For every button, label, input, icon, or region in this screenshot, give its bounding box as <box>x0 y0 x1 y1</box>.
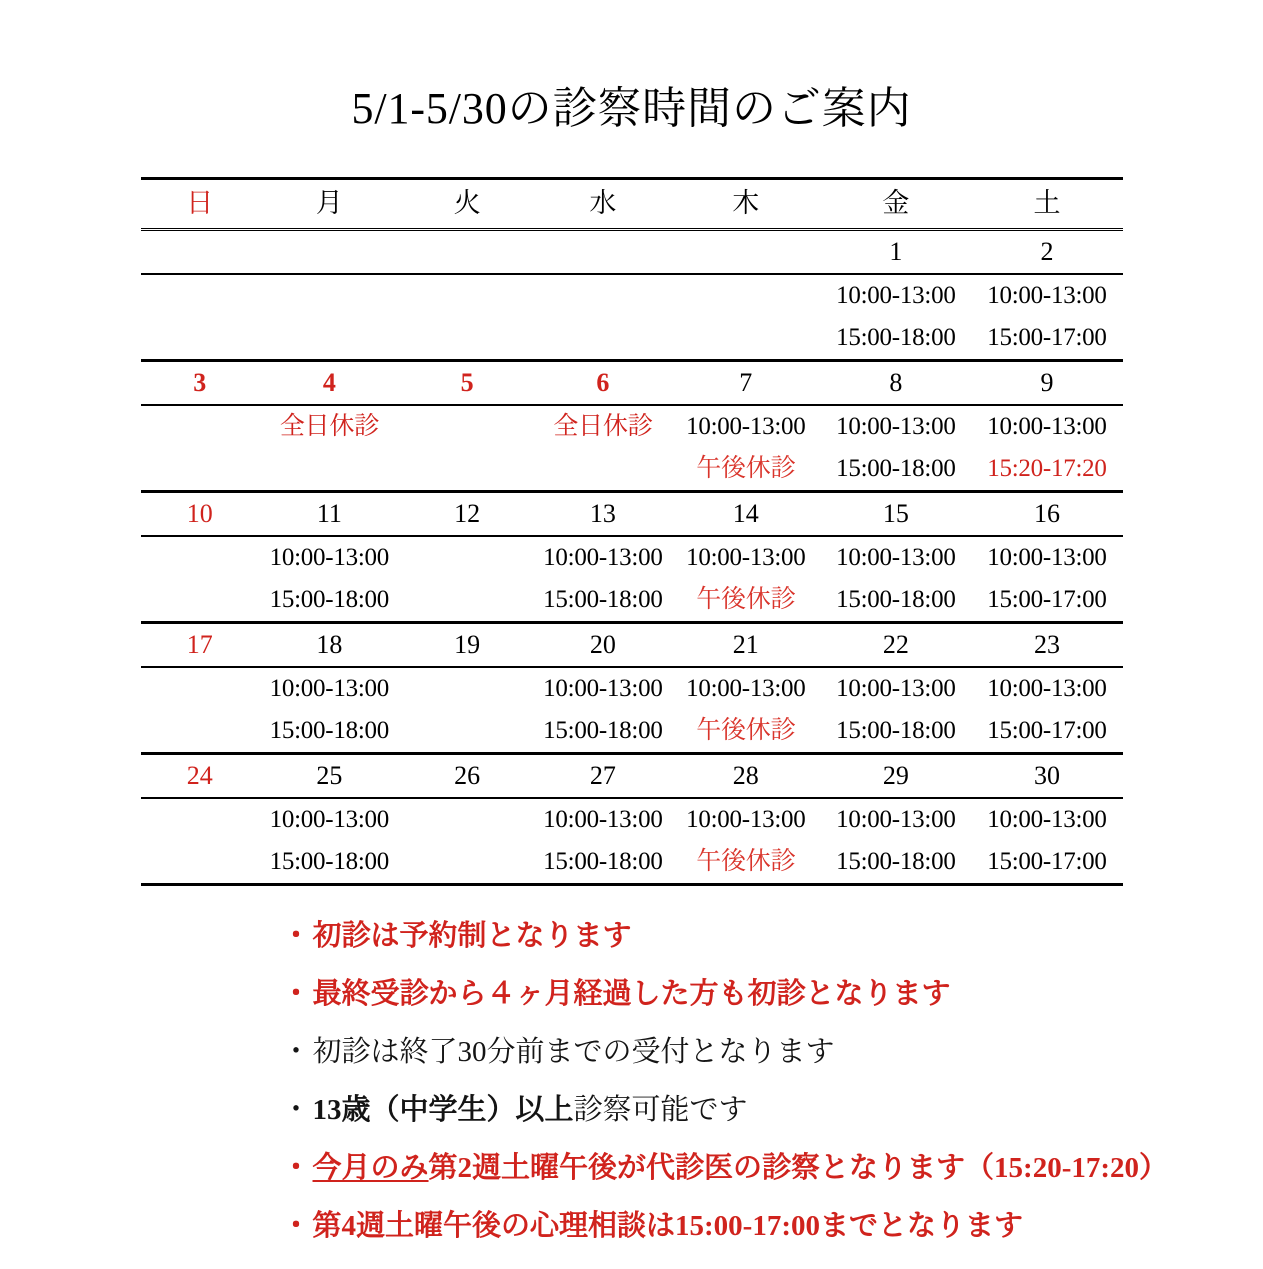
table-header <box>141 179 1123 230</box>
morning-cell-tuesday <box>400 667 535 710</box>
afternoon-cell-tuesday <box>400 448 535 492</box>
note-item <box>282 1038 1132 1067</box>
date-cell-sunday: 3 <box>141 361 259 406</box>
afternoon-cell-saturday: 15:00-17:00 <box>971 317 1122 361</box>
morning-cell-monday <box>259 274 400 317</box>
date-cell-sunday: 10 <box>141 492 259 537</box>
morning-hours-row <box>141 667 1123 710</box>
morning-cell-wednesday: 10:00-13:00 <box>543 806 663 834</box>
afternoon-hours-row <box>141 710 1123 754</box>
afternoon-hours-row <box>141 317 1123 361</box>
afternoon-cell-monday: 15:00-18:00 <box>259 710 400 754</box>
note-item <box>282 980 1132 1009</box>
date-cell-saturday: 16 <box>971 492 1122 537</box>
morning-cell-saturday: 10:00-13:00 <box>987 806 1107 834</box>
date-cell-thursday: 21 <box>671 623 820 668</box>
date-cell-monday: 4 <box>259 361 400 406</box>
morning-cell-sunday <box>141 405 259 448</box>
weekday-header-sunday: 日 <box>141 179 259 230</box>
week-date-row <box>141 623 1123 668</box>
week-date-row <box>141 754 1123 799</box>
afternoon-cell-friday: 15:00-18:00 <box>820 841 971 885</box>
date-cell-monday: 11 <box>259 492 400 537</box>
afternoon-cell-wednesday: 15:00-18:00 <box>535 710 672 754</box>
morning-cell-friday: 10:00-13:00 <box>836 413 956 441</box>
date-cell-friday: 29 <box>820 754 971 799</box>
morning-cell-tuesday <box>400 536 535 579</box>
morning-cell-sunday <box>141 536 259 579</box>
afternoon-cell-saturday: 15:00-17:00 <box>971 579 1122 623</box>
date-cell-wednesday <box>535 230 672 275</box>
note-text: 第2週土曜午後が代診医の診察となります（15:20-17:20） <box>428 1152 1169 1185</box>
weekday-header-friday: 金 <box>820 179 971 230</box>
weekday-header-tuesday: 火 <box>400 179 535 230</box>
afternoon-cell-sunday <box>141 448 259 492</box>
afternoon-cell-tuesday <box>400 841 535 885</box>
afternoon-cell-tuesday <box>400 317 535 361</box>
morning-hours-row <box>141 798 1123 841</box>
morning-cell-thursday: 10:00-13:00 <box>686 544 806 572</box>
bullet-icon: ・ <box>281 1036 311 1069</box>
morning-cell-friday: 10:00-13:00 <box>836 806 956 834</box>
week-date-row <box>141 361 1123 406</box>
afternoon-hours-row <box>141 579 1123 623</box>
date-cell-friday: 22 <box>820 623 971 668</box>
note-item <box>282 922 1132 951</box>
date-cell-friday: 1 <box>820 230 971 275</box>
note-item <box>282 1096 1132 1125</box>
morning-cell-thursday: 10:00-13:00 <box>686 413 806 441</box>
morning-cell-wednesday: 全日休診 <box>553 413 653 441</box>
afternoon-cell-saturday: 15:20-17:20 <box>971 448 1122 492</box>
note-item <box>282 1212 1132 1241</box>
afternoon-cell-wednesday: 15:00-18:00 <box>535 579 672 623</box>
afternoon-hours-row <box>141 448 1123 492</box>
afternoon-cell-friday: 15:00-18:00 <box>820 579 971 623</box>
date-cell-monday: 18 <box>259 623 400 668</box>
bullet-icon: ・ <box>281 1094 311 1127</box>
date-cell-tuesday: 26 <box>400 754 535 799</box>
date-cell-tuesday: 5 <box>400 361 535 406</box>
date-cell-sunday: 17 <box>141 623 259 668</box>
afternoon-hours-row <box>141 841 1123 885</box>
page-title: 5/1-5/30の診察時間のご案内 <box>351 84 912 134</box>
weekday-header-saturday: 土 <box>971 179 1122 230</box>
morning-cell-thursday: 10:00-13:00 <box>686 675 806 703</box>
table-body <box>141 230 1123 885</box>
date-cell-saturday: 9 <box>971 361 1122 406</box>
afternoon-cell-thursday <box>671 317 820 361</box>
afternoon-cell-friday: 15:00-18:00 <box>820 317 971 361</box>
date-cell-thursday: 7 <box>671 361 820 406</box>
week-date-row <box>141 230 1123 275</box>
morning-cell-saturday: 10:00-13:00 <box>987 413 1107 441</box>
week-date-row <box>141 492 1123 537</box>
afternoon-cell-saturday: 15:00-17:00 <box>971 841 1122 885</box>
morning-cell-thursday <box>671 274 820 317</box>
morning-cell-saturday: 10:00-13:00 <box>987 544 1107 572</box>
date-cell-tuesday <box>400 230 535 275</box>
morning-cell-friday: 10:00-13:00 <box>836 675 956 703</box>
schedule-table-container <box>141 177 1123 886</box>
afternoon-cell-monday <box>259 317 400 361</box>
weekday-header-monday: 月 <box>259 179 400 230</box>
morning-cell-tuesday <box>400 274 535 317</box>
afternoon-cell-sunday <box>141 317 259 361</box>
morning-cell-tuesday <box>400 405 535 448</box>
morning-cell-sunday <box>141 667 259 710</box>
afternoon-cell-thursday: 午後休診 <box>671 579 820 623</box>
bullet-icon: ・ <box>281 920 311 953</box>
morning-cell-sunday <box>141 274 259 317</box>
morning-hours-row <box>141 536 1123 579</box>
notes-list <box>132 920 1169 1243</box>
afternoon-cell-thursday: 午後休診 <box>671 710 820 754</box>
afternoon-cell-saturday: 15:00-17:00 <box>971 710 1122 754</box>
morning-cell-monday: 全日休診 <box>279 413 379 441</box>
morning-cell-sunday <box>141 798 259 841</box>
morning-cell-wednesday: 10:00-13:00 <box>543 544 663 572</box>
date-cell-wednesday: 27 <box>535 754 672 799</box>
date-cell-saturday: 23 <box>971 623 1122 668</box>
note-text: 第4週土曜午後の心理相談は15:00-17:00までとなります <box>312 1210 1023 1243</box>
note-text: 初診は予約制となります <box>312 920 632 953</box>
afternoon-cell-tuesday <box>400 710 535 754</box>
morning-cell-friday: 10:00-13:00 <box>836 544 956 572</box>
weekday-header-row <box>141 179 1123 230</box>
weekday-header-thursday: 木 <box>671 179 820 230</box>
morning-cell-thursday: 10:00-13:00 <box>686 806 806 834</box>
date-cell-wednesday: 6 <box>535 361 672 406</box>
date-cell-wednesday: 13 <box>535 492 672 537</box>
date-cell-sunday: 24 <box>141 754 259 799</box>
weekday-header-wednesday: 水 <box>535 179 672 230</box>
afternoon-cell-friday: 15:00-18:00 <box>820 448 971 492</box>
date-cell-friday: 15 <box>820 492 971 537</box>
date-cell-monday <box>259 230 400 275</box>
date-cell-thursday: 28 <box>671 754 820 799</box>
morning-cell-saturday: 10:00-13:00 <box>987 282 1107 310</box>
bullet-icon: ・ <box>281 1210 311 1243</box>
clinic-hours-table <box>141 177 1123 886</box>
note-text: 診察可能です <box>573 1094 748 1127</box>
date-cell-wednesday: 20 <box>535 623 672 668</box>
afternoon-cell-tuesday <box>400 579 535 623</box>
date-cell-saturday: 30 <box>971 754 1122 799</box>
date-cell-tuesday: 19 <box>400 623 535 668</box>
morning-cell-wednesday: 10:00-13:00 <box>543 675 663 703</box>
afternoon-cell-monday: 15:00-18:00 <box>259 841 400 885</box>
note-text: 最終受診から４ヶ月経過した方も初診となります <box>312 978 951 1011</box>
morning-hours-row <box>141 274 1123 317</box>
date-cell-tuesday: 12 <box>400 492 535 537</box>
date-cell-sunday <box>141 230 259 275</box>
date-cell-thursday: 14 <box>671 492 820 537</box>
date-cell-monday: 25 <box>259 754 400 799</box>
afternoon-cell-monday <box>259 448 400 492</box>
morning-cell-saturday: 10:00-13:00 <box>987 675 1107 703</box>
date-cell-saturday: 2 <box>971 230 1122 275</box>
note-text: 初診は終了30分前までの受付となります <box>312 1036 835 1069</box>
bullet-icon: ・ <box>281 978 311 1011</box>
afternoon-cell-sunday <box>141 841 259 885</box>
note-text: 13歳（中学生）以上 <box>312 1094 574 1127</box>
afternoon-cell-wednesday <box>535 448 672 492</box>
bullet-icon: ・ <box>281 1152 311 1185</box>
morning-hours-row <box>141 405 1123 448</box>
afternoon-cell-friday: 15:00-18:00 <box>820 710 971 754</box>
morning-cell-monday: 10:00-13:00 <box>269 806 390 834</box>
morning-cell-tuesday <box>400 798 535 841</box>
afternoon-cell-thursday: 午後休診 <box>671 841 820 885</box>
morning-cell-friday: 10:00-13:00 <box>836 282 956 310</box>
afternoon-cell-wednesday: 15:00-18:00 <box>535 841 672 885</box>
date-cell-friday: 8 <box>820 361 971 406</box>
note-item <box>281 1152 1169 1185</box>
afternoon-cell-monday: 15:00-18:00 <box>259 579 400 623</box>
afternoon-cell-thursday: 午後休診 <box>671 448 820 492</box>
note-text: 今月のみ <box>312 1152 429 1185</box>
afternoon-cell-wednesday <box>535 317 672 361</box>
morning-cell-wednesday <box>535 274 672 317</box>
morning-cell-monday: 10:00-13:00 <box>269 544 390 572</box>
afternoon-cell-sunday <box>141 710 259 754</box>
date-cell-thursday <box>671 230 820 275</box>
morning-cell-monday: 10:00-13:00 <box>269 675 390 703</box>
afternoon-cell-sunday <box>141 579 259 623</box>
